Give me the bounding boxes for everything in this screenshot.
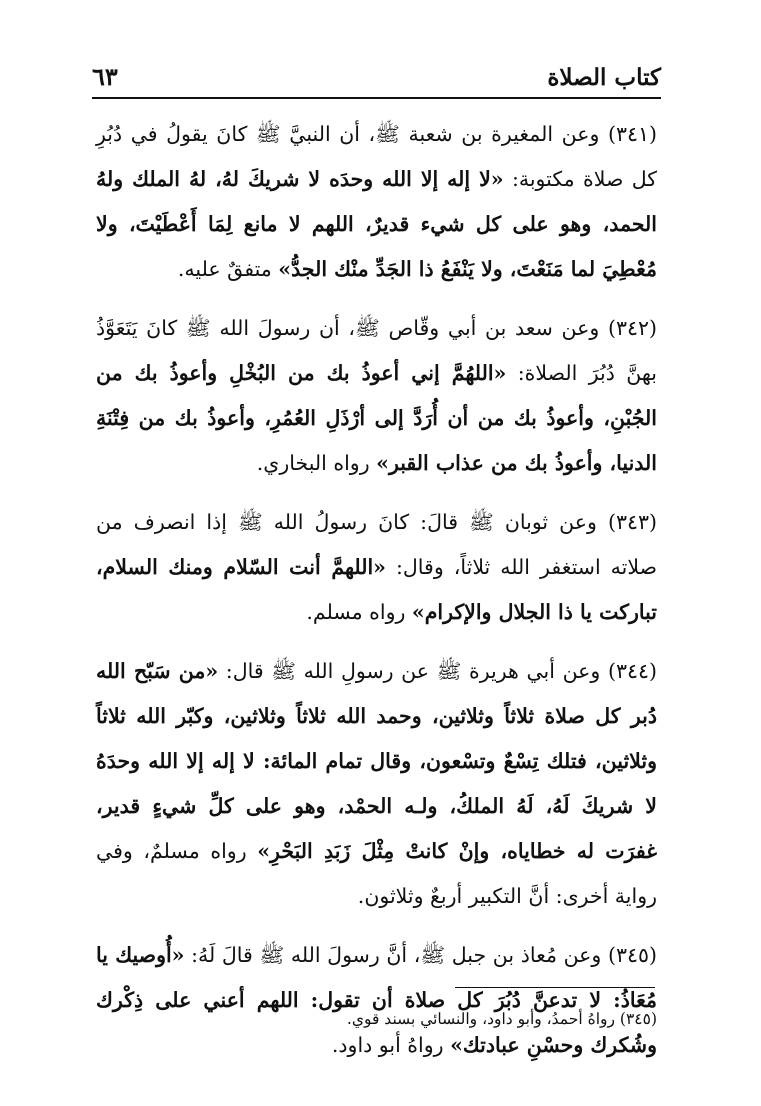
hadith-source: رواهُ أبو داود. (331, 1033, 451, 1057)
hadith-number: (٣٤٣) (607, 510, 657, 534)
hadith-number: (٣٤٤) (607, 659, 657, 683)
footnote: (٣٤٥) رواهُ أحمدُ، وأبو داود، والنسائي بسند قوي. (346, 1010, 657, 1028)
hadith-source: متفقٌ عليه. (177, 257, 279, 281)
hadith-quote: «من سَبّح الله دُبر كل صلاة ثلاثاً وثلاثين، وحمد الله ثلاثاً وثلاثين، وكبّر الله ثلاثاً وثلاثين، فتلك تِسْعٌ وتسْعون، وقال تمام المائة: لا إله إلا الله وحدَهُ لا شريكَ لَهُ، لَهُ الملكُ، ولـه الحمْد، وهو على كلِّ شيءٍ قدير، غفرَت له خطاياه، وإنْ كانتْ مِثْلَ زَبَدِ البَحْرِ» (96, 659, 657, 863)
hadith-quote: «اللهُمَّ إني أعوذُ بك من البُخْلِ وأعوذُ بك من الجُبْنِ، وأعوذُ بك من أن أُرَدَّ إلى أرْذَلِ العُمُرِ، وأعوذُ بك من فِتْنَةِ الدنيا، وأعوذُ بك من عذاب القبر» (96, 361, 657, 475)
hadith-number: (٣٤٢) (607, 316, 657, 340)
hadith-342 (96, 306, 657, 486)
hadith-343 (96, 500, 657, 635)
hadith-344 (96, 649, 657, 919)
hadith-intro: وعن مُعاذ بن جبل ﷺ، أنَّ رسولَ الله ﷺ قالَ لَهُ: (184, 943, 602, 967)
hadith-intro: وعن أبي هريرة ﷺ عن رسولِ الله ﷺ قال: (218, 659, 601, 683)
hadith-source: رواه البخاري. (256, 451, 377, 475)
hadith-intro: وعن سعد بن أبي وقّاص ﷺ، أن رسولَ الله ﷺ كانَ يَتَعَوَّذُ بهنَّ دُبُرَ الصلاة: (96, 316, 657, 385)
hadith-345 (96, 933, 657, 1068)
hadith-quote: «لا إله إلا الله وحدَه لا شريكَ لهُ، لهُ الملك ولهُ الحمد، وهو على كل شيء قديرٌ، اللهم لا مانع لِمَا أَعْطَيْتَ، ولا مُعْطِيَ لما مَنَعْتَ، ولا يَنْفَعُ ذا الجَدِّ منْك الجدُّ» (96, 167, 657, 281)
hadith-quote: «اللهمَّ أنت السّلام ومنك السلام، تباركت يا ذا الجلال والإكرام» (96, 555, 657, 624)
running-header (92, 58, 661, 96)
hadith-source: رواه مسلم. (306, 600, 412, 624)
header-divider (92, 97, 661, 99)
page-number: ٦٣ (92, 62, 118, 91)
footnote-divider (455, 987, 655, 988)
hadith-341 (96, 112, 657, 292)
chapter-title: كتاب الصلاة (547, 64, 661, 91)
hadith-intro: وعن المغيرة بن شعبة ﷺ، أن النبيَّ ﷺ كانَ يقولُ في دُبُرِ كل صلاة مكتوبة: (96, 122, 657, 191)
hadith-intro: وعن ثوبان ﷺ قالَ: كانَ رسولُ الله ﷺ إذا انصرف من صلاته استغفر الله ثلاثاً، وقال: (96, 510, 657, 579)
hadith-number: (٣٤١) (607, 122, 657, 146)
hadith-quote: «أُوصيك يا مُعَاذُ: لا تدعنَّ دُبُرَ كل صلاة أن تقول: اللهم أعني على ذِكْرك وشُكرك وحسْنِ عبادتك» (96, 943, 657, 1057)
hadith-number: (٣٤٥) (607, 943, 657, 967)
main-text (96, 112, 657, 1082)
hadith-source: رواه مسلمٌ، وفي رواية أخرى: أنَّ التكبير أربعٌ وثلاثون. (96, 839, 657, 908)
